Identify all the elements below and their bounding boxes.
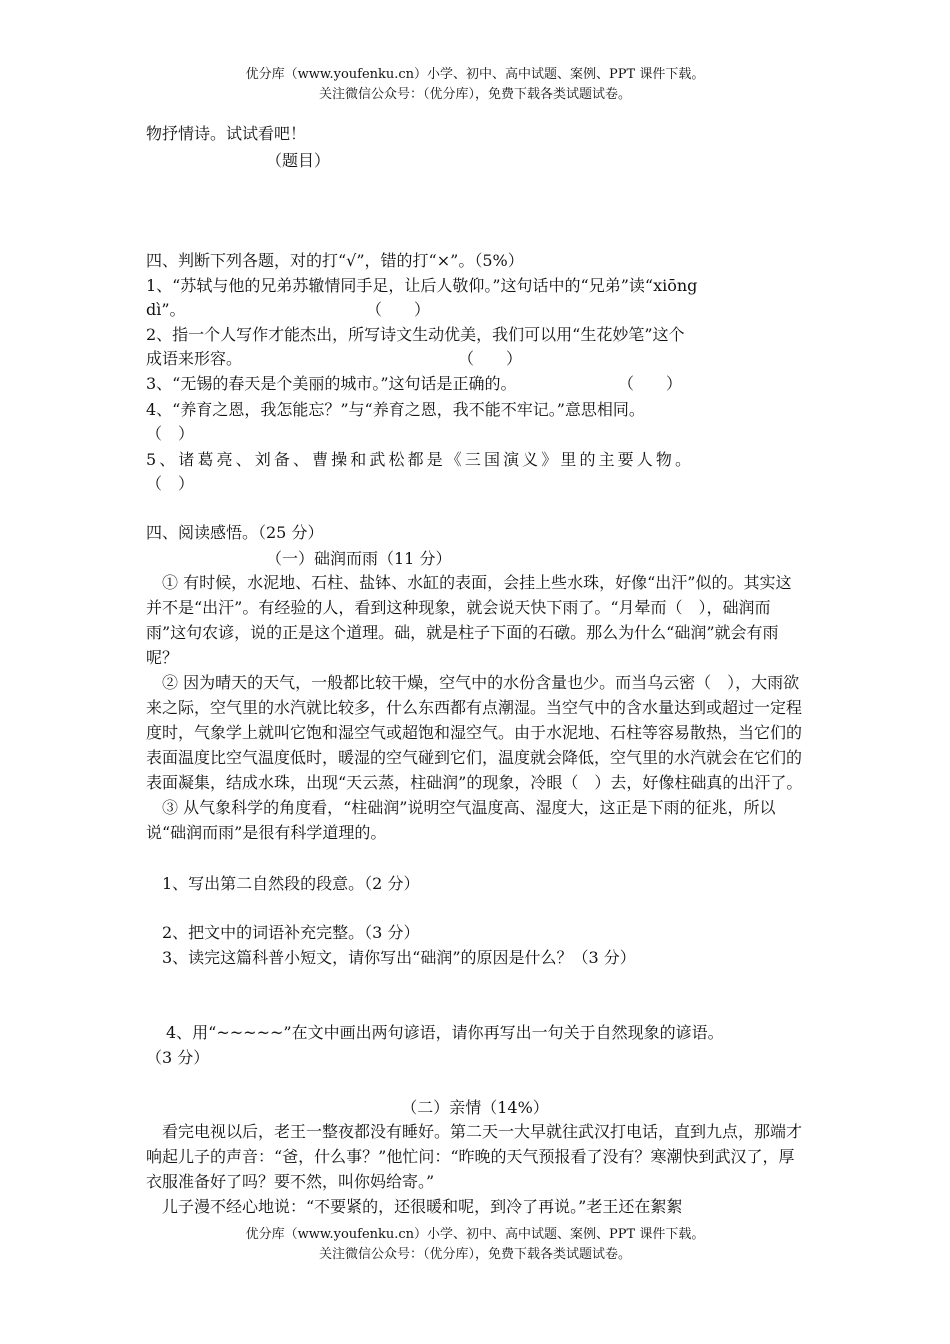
reading-part1-passage <box>146 570 806 845</box>
judge-heading: 四、判断下列各题，对的打“√”，错的打“×”。（5%） <box>146 251 524 270</box>
judge-q2-line1: 2、指一个人写作才能杰出，所写诗文生动优美，我们可以用“生花妙笔”这个 <box>146 325 685 344</box>
passage2-paragraph-2: 儿子漫不经心地说：“不要紧的，还很暖和呢，到冷了再说。”老王还在絮絮 <box>162 1197 683 1216</box>
judge-q5-line1: 5、诸葛亮、刘备、曹操和武松都是《三国演义》里的主要人物。 <box>146 450 695 469</box>
poem-prompt-tail: 物抒情诗。试试看吧！ <box>146 124 307 143</box>
reading-part2-passage <box>146 1119 806 1219</box>
reading-heading: 四、阅读感悟。（25 分） <box>146 523 324 542</box>
reading-part1-title: （一）础润而雨（11 分） <box>266 549 452 568</box>
judge-q5-answer-blank[interactable]: （ ） <box>146 474 195 493</box>
judge-q3: 3、“无锡的春天是个美丽的城市。”这句话是正确的。 <box>146 374 517 393</box>
judge-q1-answer-blank[interactable]: （ ） <box>366 300 431 319</box>
part1-question-4-line1: 4、用“~~~~~”在文中画出两句谚语，请你再写出一句关于自然现象的谚语。 <box>166 1023 724 1042</box>
judge-q2-line2: 成语来形容。 <box>146 349 243 368</box>
passage-paragraph-2: ② 因为晴天的天气，一般都比较干燥，空气中的水份含量也少。而当乌云密（ ），大雨欲来之际，空气里的水汽就比较多，什么东西都有点潮湿。当空气中的含水量达到或超过一定程度时，气象学上就叫它饱和湿空气或超饱和湿空气。由于水泥地、石柱等容易散热，当它们的表面温度比空气温度低时，暖湿的空气碰到它们，温度就会降低，空气里的水汽就会在它们的表面凝集，结成水珠，出现“天云蒸，柱础润”的现象，冷眼（ ）去，好像柱础真的出汗了。 <box>146 673 803 792</box>
judge-q4-line1: 4、“养育之恩，我怎能忘？”与“养育之恩，我不能不牢记。”意思相同。 <box>146 400 645 419</box>
passage-paragraph-3: ③ 从气象科学的角度看，“柱础润”说明空气温度高、湿度大，这正是下雨的征兆，所以说“础润而雨”是很有科学道理的。 <box>146 798 776 842</box>
passage2-paragraph-1: 看完电视以后，老王一整夜都没有睡好。第二天一大早就往武汉打电话，直到九点，那端才响起儿子的声音：“爸，什么事？”他忙问：“昨晚的天气预报看了没有？寒潮快到武汉了，厚衣服准备好了吗？要不然，叫你妈给寄。” <box>146 1122 803 1191</box>
poem-title-blank: （题目） <box>266 151 331 170</box>
page-header-line2: 关注微信公众号：（优分库），免费下载各类试题试卷。 <box>318 87 631 102</box>
judge-q3-answer-blank[interactable]: （ ） <box>618 374 683 393</box>
reading-part2-title: （二）亲情（14%） <box>401 1098 549 1117</box>
part1-question-1: 1、写出第二自然段的段意。（2 分） <box>162 874 420 893</box>
judge-q4-answer-blank[interactable]: （ ） <box>146 424 195 443</box>
judge-q1-line2: dì”。 <box>146 300 186 319</box>
page-header-line1: 优分库（www.youfenku.cn）小学、初中、高中试题、案例、PPT 课件下载。 <box>245 67 705 82</box>
part1-question-2: 2、把文中的词语补充完整。（3 分） <box>162 923 420 942</box>
part1-question-4-line2: （3 分） <box>146 1048 210 1067</box>
judge-q2-answer-blank[interactable]: （ ） <box>458 349 523 368</box>
passage-paragraph-1: ① 有时候，水泥地、石柱、盐钵、水缸的表面，会挂上些水珠，好像“出汗”似的。其实这并不是“出汗”。有经验的人，看到这种现象，就会说天快下雨了。“月晕而（ ），础润而雨”这句农谚，说的正是这个道理。础，就是柱子下面的石礅。那么为什么“础润”就会有雨呢？ <box>146 573 792 667</box>
page-footer-line2: 关注微信公众号：（优分库），免费下载各类试题试卷。 <box>318 1247 631 1262</box>
judge-q1-line1: 1、“苏轼与他的兄弟苏辙情同手足，让后人敬仰。”这句话中的“兄弟”读“xiōng <box>146 276 698 295</box>
page-footer-line1: 优分库（www.youfenku.cn）小学、初中、高中试题、案例、PPT 课件下载。 <box>245 1227 705 1242</box>
part1-question-3: 3、读完这篇科普小短文，请你写出“础润”的原因是什么？（3 分） <box>162 948 636 967</box>
